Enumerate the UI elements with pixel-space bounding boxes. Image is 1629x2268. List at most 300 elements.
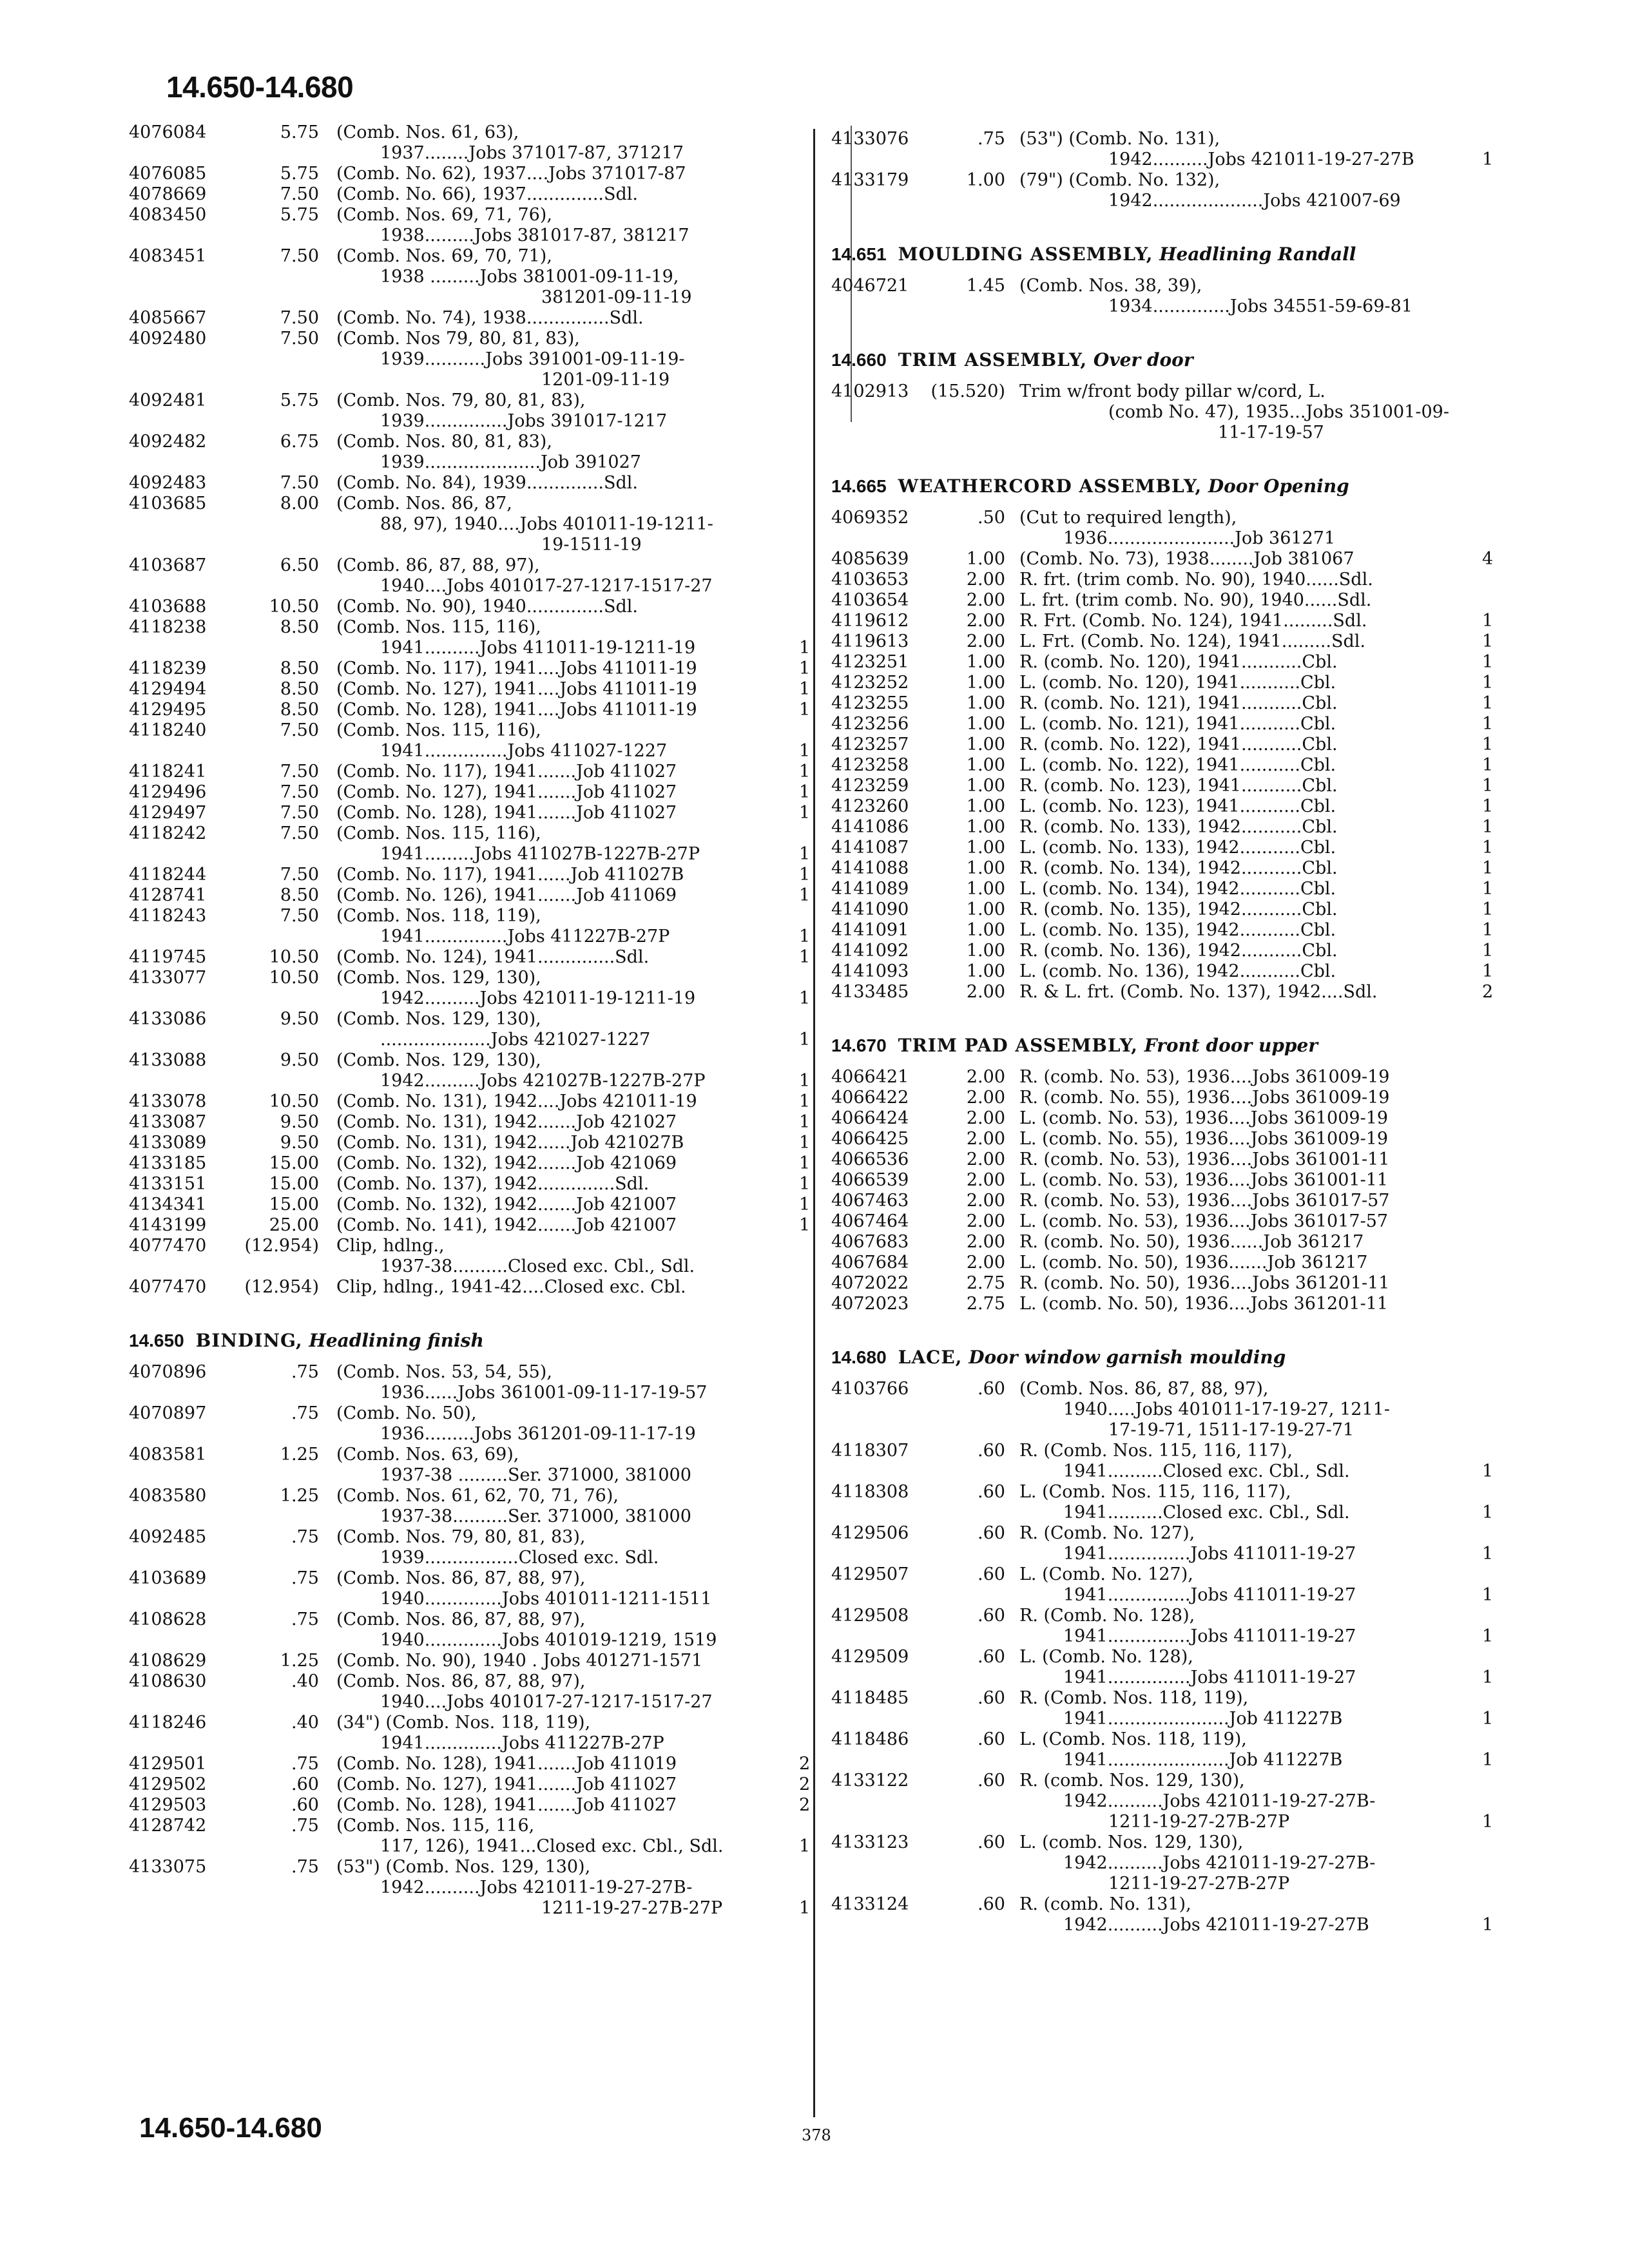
part-description: 1941...............Jobs 411011-19-27 [1063, 1544, 1356, 1564]
part-row [831, 1379, 1527, 1399]
part-row [831, 1108, 1527, 1129]
part-description: R. (Comb. No. 127), [1019, 1523, 1195, 1543]
part-row [129, 1713, 805, 1733]
part-description: 1940.....Jobs 401011-17-19-27, 1211- [1063, 1399, 1390, 1419]
part-quantity: 1 [799, 947, 811, 967]
part-price: 7.50 [280, 865, 319, 885]
part-number: 4133086 [129, 1009, 207, 1029]
part-description: (Comb. No. 128), 1941....Jobs 411011-19 [336, 700, 697, 720]
part-description: 1941..........Closed exc. Cbl., Sdl. [1063, 1503, 1350, 1523]
part-row-continuation [129, 1548, 805, 1568]
part-row [129, 432, 805, 452]
part-row-continuation [129, 1898, 811, 1919]
part-number: 4133075 [129, 1857, 207, 1877]
part-number: 4118485 [831, 1688, 909, 1708]
part-description: (Comb. No. 84), 1939..............Sdl. [336, 473, 638, 493]
part-row [831, 714, 1527, 735]
part-price: .60 [978, 1441, 1005, 1461]
section-title-14-665-weathercord [831, 476, 1527, 501]
part-row-continuation [129, 287, 805, 308]
part-description: (53") (Comb. No. 131), [1019, 129, 1220, 149]
part-number: 4092480 [129, 329, 207, 349]
right-column [831, 129, 1527, 1936]
part-price: 7.50 [280, 762, 319, 782]
part-description: (Comb. No. 126), 1941.......Job 411069 [336, 885, 677, 905]
part-description: L. (comb. No. 121), 1941...........Cbl. [1019, 714, 1336, 734]
part-number: 4118307 [831, 1441, 909, 1461]
part-description: R. (comb. No. 123), 1941...........Cbl. [1019, 776, 1338, 796]
part-number: 4103766 [831, 1379, 909, 1399]
part-row [831, 776, 1527, 796]
part-description: L. (comb. No. 53), 1936....Jobs 361009-19 [1019, 1108, 1389, 1128]
part-description: R. (comb. No. 136), 1942...........Cbl. [1019, 941, 1338, 961]
part-quantity: 1 [1482, 961, 1494, 981]
part-description: (Comb. No. 117), 1941....Jobs 411011-19 [336, 658, 697, 678]
part-number: 4141088 [831, 858, 909, 878]
part-row [831, 129, 1527, 149]
part-quantity: 1 [799, 638, 811, 658]
part-row [831, 1067, 1527, 1088]
part-row-continuation [129, 1692, 805, 1713]
part-quantity: 1 [799, 865, 811, 885]
part-number: 4118244 [129, 865, 207, 885]
binding-parts-list [129, 1362, 811, 1919]
part-price: 2.00 [966, 1170, 1005, 1190]
part-description: 1941.........Jobs 411027B-1227B-27P [380, 844, 700, 864]
part-number: 4129507 [831, 1564, 909, 1584]
trim-pad-parts-list [831, 1067, 1527, 1314]
part-quantity: 1 [799, 1898, 811, 1918]
part-number: 4077470 [129, 1277, 207, 1297]
part-description: L. (Comb. Nos. 118, 119), [1019, 1729, 1247, 1749]
part-price: 1.25 [280, 1445, 319, 1465]
part-row-continuation [831, 1812, 1527, 1832]
part-quantity: 2 [799, 1795, 811, 1815]
part-description: (Cut to required length), [1019, 508, 1237, 528]
part-price: 2.00 [966, 631, 1005, 651]
part-number: 4083580 [129, 1486, 207, 1506]
part-description: R. (comb. No. 50), 1936......Job 361217 [1019, 1232, 1364, 1252]
part-number: 4141087 [831, 838, 909, 858]
part-row [831, 1149, 1527, 1170]
part-description: ....................Jobs 421027-1227 [380, 1030, 651, 1050]
part-row-continuation [831, 1791, 1527, 1812]
part-row-continuation [129, 844, 811, 865]
part-price: 1.00 [966, 941, 1005, 961]
part-price: .60 [978, 1606, 1005, 1626]
part-price: 1.00 [966, 920, 1005, 940]
part-row [129, 1486, 805, 1506]
part-description: 117, 126), 1941...Closed exc. Cbl., Sdl. [380, 1836, 724, 1856]
part-row [831, 1273, 1527, 1294]
part-row [129, 184, 805, 205]
part-quantity: 1 [1482, 920, 1494, 940]
part-price: 10.50 [269, 968, 319, 988]
part-row [831, 1523, 1527, 1544]
part-row-continuation [129, 1424, 805, 1445]
part-number: 4141086 [831, 817, 909, 837]
part-quantity: 1 [799, 803, 811, 823]
part-price: 7.50 [280, 246, 319, 266]
part-price: 5.75 [280, 390, 319, 410]
part-price: 2.00 [966, 1108, 1005, 1128]
part-description: 1940..............Jobs 401011-1211-1511 [380, 1589, 712, 1609]
part-row [129, 1174, 811, 1195]
part-row [129, 1362, 805, 1383]
part-row [831, 276, 1527, 296]
part-number: 4119613 [831, 631, 909, 651]
part-price: 2.75 [966, 1273, 1005, 1293]
part-number: 4129501 [129, 1754, 207, 1774]
part-description: 1939.....................Job 391027 [380, 452, 641, 472]
part-price: .60 [978, 1688, 1005, 1708]
part-number: 4118238 [129, 617, 207, 637]
part-description: (Comb. Nos. 129, 130), [336, 1050, 541, 1070]
part-quantity: 1 [799, 700, 811, 720]
part-row [831, 1170, 1527, 1191]
part-price: 8.50 [280, 700, 319, 720]
part-quantity: 1 [1482, 1544, 1494, 1564]
part-quantity: 1 [1482, 714, 1494, 734]
part-number: 4083451 [129, 246, 207, 266]
part-price: 6.50 [280, 555, 319, 575]
part-description: 1937-38 .........Ser. 371000, 381000 [380, 1465, 691, 1485]
section-code: 14.665 [831, 476, 887, 496]
part-price: 15.00 [269, 1153, 319, 1173]
part-number: 4129496 [129, 782, 207, 802]
section-title-14-660-trim [831, 349, 1527, 375]
part-quantity: 1 [799, 1030, 811, 1050]
part-number: 4129509 [831, 1647, 909, 1667]
part-number: 4128742 [129, 1816, 207, 1836]
part-price: 2.00 [966, 1191, 1005, 1211]
part-row [831, 508, 1527, 528]
part-description: (79") (Comb. No. 132), [1019, 170, 1220, 190]
part-quantity: 1 [1482, 1915, 1494, 1935]
part-number: 4046721 [831, 276, 909, 296]
part-price: .40 [291, 1671, 319, 1691]
part-quantity: 1 [1482, 1626, 1494, 1646]
part-description: (Comb. Nos. 129, 130), [336, 1009, 541, 1029]
part-number: 4129494 [129, 679, 207, 699]
part-quantity: 1 [799, 762, 811, 782]
part-row-continuation [129, 988, 811, 1009]
part-price: .60 [291, 1795, 319, 1815]
part-description: L. (comb. No. 133), 1942...........Cbl. [1019, 838, 1336, 858]
part-number: 4129495 [129, 700, 207, 720]
part-row [831, 1564, 1527, 1585]
part-price: 1.00 [966, 879, 1005, 899]
part-row-continuation [129, 1836, 811, 1857]
part-description: 1936.........Jobs 361201-09-11-17-19 [380, 1424, 696, 1444]
part-row [831, 1253, 1527, 1273]
part-description: 1937-38..........Ser. 371000, 381000 [380, 1506, 691, 1526]
part-quantity: 1 [1482, 693, 1494, 713]
moulding-parts-list [831, 276, 1527, 317]
part-description: (Comb. No. 132), 1942.......Job 421007 [336, 1195, 677, 1215]
part-number: 4133123 [831, 1832, 909, 1852]
part-row-continuation [831, 1874, 1527, 1894]
part-price: 2.75 [966, 1294, 1005, 1314]
part-price: .75 [291, 1568, 319, 1588]
part-row [831, 1211, 1527, 1232]
part-row [831, 796, 1527, 817]
part-quantity: 1 [1482, 1750, 1494, 1770]
part-number: 4123255 [831, 693, 909, 713]
part-price: 1.00 [966, 673, 1005, 693]
part-description: L. (comb. No. 50), 1936....Jobs 361201-11 [1019, 1294, 1389, 1314]
right-top-parts-list [831, 129, 1527, 211]
part-row [831, 1129, 1527, 1149]
part-price: .60 [978, 1729, 1005, 1749]
part-number: 4118239 [129, 658, 207, 678]
part-description: R. (comb. No. 131), [1019, 1894, 1191, 1914]
part-number: 4134341 [129, 1195, 207, 1215]
part-description: (Comb. Nos. 79, 80, 81, 83), [336, 390, 586, 410]
part-quantity: 1 [1482, 1461, 1494, 1481]
part-description: 1934..............Jobs 34551-59-69-81 [1108, 296, 1412, 316]
part-row [129, 1403, 805, 1424]
part-row-continuation [129, 1383, 805, 1403]
part-row [129, 782, 811, 803]
part-price: 8.50 [280, 658, 319, 678]
part-row-continuation [831, 1853, 1527, 1874]
part-description: 1936.......................Job 361271 [1063, 528, 1336, 548]
part-price: 1.00 [966, 776, 1005, 796]
part-number: 4128741 [129, 885, 207, 905]
part-quantity: 1 [1482, 755, 1494, 775]
part-row [129, 1277, 805, 1298]
section-title-14-651-moulding [831, 244, 1527, 269]
part-quantity: 1 [799, 885, 811, 905]
part-description: 1211-19-27-27B-27P [1108, 1874, 1290, 1894]
part-number: 4133122 [831, 1771, 909, 1791]
part-row [129, 1009, 805, 1030]
part-description: (Comb. Nos. 80, 81, 83), [336, 432, 552, 452]
part-number: 4070896 [129, 1362, 207, 1382]
part-price: 2.00 [966, 590, 1005, 610]
part-row [831, 611, 1527, 631]
part-quantity: 1 [1482, 858, 1494, 878]
part-description: (Comb. No. 66), 1937..............Sdl. [336, 184, 638, 204]
part-description: (comb No. 47), 1935...Jobs 351001-09- [1108, 402, 1449, 422]
part-description: 1939.................Closed exc. Sdl. [380, 1548, 659, 1568]
part-number: 4129506 [831, 1523, 909, 1543]
part-number: 4143199 [129, 1215, 207, 1235]
part-description: 1941...............Jobs 411011-19-27 [1063, 1667, 1356, 1687]
part-description: L. (comb. No. 123), 1941...........Cbl. [1019, 796, 1336, 816]
part-price: .60 [978, 1564, 1005, 1584]
part-description: (Comb. No. 74), 1938...............Sdl. [336, 308, 644, 328]
part-row [831, 941, 1527, 961]
part-row [831, 652, 1527, 673]
part-description: R. (comb. No. 120), 1941...........Cbl. [1019, 652, 1338, 672]
part-row [831, 590, 1527, 611]
part-row-continuation [129, 143, 805, 164]
part-price: 7.50 [280, 720, 319, 740]
part-row [129, 720, 805, 741]
part-price: .75 [291, 1362, 319, 1382]
part-row [129, 906, 805, 927]
part-number: 4108629 [129, 1651, 207, 1671]
part-description: (Comb. Nos. 61, 63), [336, 122, 519, 142]
part-row [129, 823, 805, 844]
part-row [129, 1774, 811, 1795]
part-price: .75 [291, 1527, 319, 1547]
part-quantity: 1 [1482, 673, 1494, 693]
part-quantity: 1 [1482, 796, 1494, 816]
part-row [831, 899, 1527, 920]
part-quantity: 1 [1482, 1585, 1494, 1605]
part-quantity: 1 [799, 741, 811, 761]
part-description: L. (comb. No. 134), 1942...........Cbl. [1019, 879, 1336, 899]
part-number: 4085639 [831, 549, 909, 569]
part-description: 1942..........Jobs 421011-19-27-27B [1108, 149, 1414, 169]
part-row-continuation [129, 741, 811, 762]
part-row [129, 205, 805, 226]
part-row [831, 838, 1527, 858]
part-description: 1942..........Jobs 421011-19-1211-19 [380, 988, 696, 1008]
part-price: 1.00 [966, 755, 1005, 775]
part-number: 4141089 [831, 879, 909, 899]
part-description: (Comb. No. 117), 1941.......Job 411027 [336, 762, 677, 782]
part-price: .60 [978, 1832, 1005, 1852]
part-description: R. (comb. No. 53), 1936....Jobs 361017-57 [1019, 1191, 1390, 1211]
part-row [129, 1195, 811, 1215]
part-description: 1941..........Closed exc. Cbl., Sdl. [1063, 1461, 1350, 1481]
part-quantity: 1 [799, 1836, 811, 1856]
part-number: 4076085 [129, 164, 207, 184]
part-quantity: 1 [1482, 1709, 1494, 1729]
section-title-14-650-binding [129, 1330, 805, 1356]
part-row [831, 735, 1527, 755]
part-row-continuation [129, 1878, 805, 1898]
part-description: (Comb. Nos. 86, 87, 88, 97), [336, 1568, 586, 1588]
part-description: R. (comb. No. 55), 1936....Jobs 361009-19 [1019, 1088, 1390, 1108]
part-price: 15.00 [269, 1195, 319, 1215]
part-number: 4103687 [129, 555, 207, 575]
section-subtitle: Headlining finish [309, 1330, 484, 1351]
part-number: 4123260 [831, 796, 909, 816]
part-description: (Comb. No. 50), [336, 1403, 477, 1423]
part-description: (Comb. Nos. 118, 119), [336, 906, 541, 926]
part-price: 1.00 [966, 714, 1005, 734]
part-row [129, 1754, 811, 1774]
part-number: 4066424 [831, 1108, 909, 1128]
section-name: TRIM ASSEMBLY, [898, 349, 1088, 370]
part-price: .75 [978, 129, 1005, 149]
part-row [129, 658, 811, 679]
part-number: 4118246 [129, 1713, 207, 1733]
part-description: 1201-09-11-19 [541, 370, 670, 390]
part-description: (Comb. No. 131), 1942....Jobs 421011-19 [336, 1091, 697, 1111]
part-row [129, 1133, 811, 1153]
part-description: (Comb. Nos. 79, 80, 81, 83), [336, 1527, 586, 1547]
part-row-continuation [831, 149, 1527, 170]
part-price: .60 [978, 1647, 1005, 1667]
part-price: 15.00 [269, 1174, 319, 1194]
part-description: (Comb. Nos. 86, 87, 88, 97), [1019, 1379, 1269, 1399]
part-description: 1942..........Jobs 421011-19-27-27B- [1063, 1791, 1376, 1811]
part-row-continuation [129, 267, 805, 287]
part-description: 1940....Jobs 401017-27-1217-1517-27 [380, 1692, 713, 1712]
part-number: 4067683 [831, 1232, 909, 1252]
part-quantity: 1 [799, 1195, 811, 1215]
part-description: R. (comb. No. 53), 1936....Jobs 361009-19 [1019, 1067, 1390, 1087]
part-description: R. (comb. No. 121), 1941...........Cbl. [1019, 693, 1338, 713]
part-number: 4119612 [831, 611, 909, 631]
part-description: 1941......................Job 411227B [1063, 1750, 1343, 1770]
part-quantity: 2 [1482, 982, 1494, 1002]
part-row [129, 1215, 811, 1236]
part-row [129, 947, 811, 968]
part-price: .50 [978, 508, 1005, 528]
part-description: L. (Comb. Nos. 115, 116, 117), [1019, 1482, 1291, 1502]
part-row [129, 1091, 811, 1112]
part-description: Trim w/front body pillar w/cord, L. [1019, 381, 1325, 401]
part-number: 4083581 [129, 1445, 207, 1465]
part-row-continuation [831, 1750, 1527, 1771]
section-title-14-680-lace [831, 1347, 1527, 1372]
part-price: 1.00 [966, 549, 1005, 569]
part-description: 1937-38..........Closed exc. Cbl., Sdl. [380, 1256, 695, 1276]
part-row [129, 865, 811, 885]
part-description: R. (comb. No. 135), 1942...........Cbl. [1019, 899, 1338, 919]
part-row-continuation [129, 514, 805, 535]
part-description: R. (comb. No. 133), 1942...........Cbl. [1019, 817, 1338, 837]
part-quantity: 1 [799, 1174, 811, 1194]
part-row [129, 617, 805, 638]
part-number: 4133185 [129, 1153, 207, 1173]
part-number: 4133089 [129, 1133, 207, 1153]
part-row-continuation [831, 402, 1527, 423]
part-description: 1941...............Jobs 411027-1227 [380, 741, 668, 761]
part-number: 4123251 [831, 652, 909, 672]
part-number: 4070897 [129, 1403, 207, 1423]
part-number: 4067463 [831, 1191, 909, 1211]
part-row-continuation [831, 528, 1527, 549]
part-description: (Comb. No. 127), 1941.......Job 411027 [336, 782, 677, 802]
part-row-continuation [129, 1733, 805, 1754]
part-price: 8.50 [280, 679, 319, 699]
part-description: (Comb. Nos. 86, 87, 88, 97), [336, 1671, 586, 1691]
part-row [129, 473, 805, 494]
part-price: 5.75 [280, 122, 319, 142]
part-description: (Comb. No. 62), 1937....Jobs 371017-87 [336, 164, 686, 184]
part-quantity: 1 [1482, 631, 1494, 651]
part-number: 4123259 [831, 776, 909, 796]
part-description: 11-17-19-57 [1218, 423, 1324, 443]
part-row [831, 1647, 1527, 1667]
part-price: 5.75 [280, 205, 319, 225]
section-code: 14.660 [831, 350, 887, 370]
part-price: 2.00 [966, 1088, 1005, 1108]
part-row-continuation [831, 1461, 1527, 1482]
part-number: 4118242 [129, 823, 207, 843]
part-price: 7.50 [280, 184, 319, 204]
part-row [831, 1441, 1527, 1461]
part-number: 4129502 [129, 1774, 207, 1794]
part-price: .60 [978, 1894, 1005, 1914]
part-price: (12.954) [244, 1236, 319, 1256]
part-row [129, 597, 805, 617]
section-subtitle: Door window garnish moulding [969, 1347, 1286, 1368]
part-number: 4133179 [831, 170, 909, 190]
part-description: 1942..........Jobs 421011-19-27-27B- [380, 1878, 693, 1898]
part-description: 1939...............Jobs 391017-1217 [380, 411, 668, 431]
part-number: 4118240 [129, 720, 207, 740]
part-price: 2.00 [966, 611, 1005, 631]
